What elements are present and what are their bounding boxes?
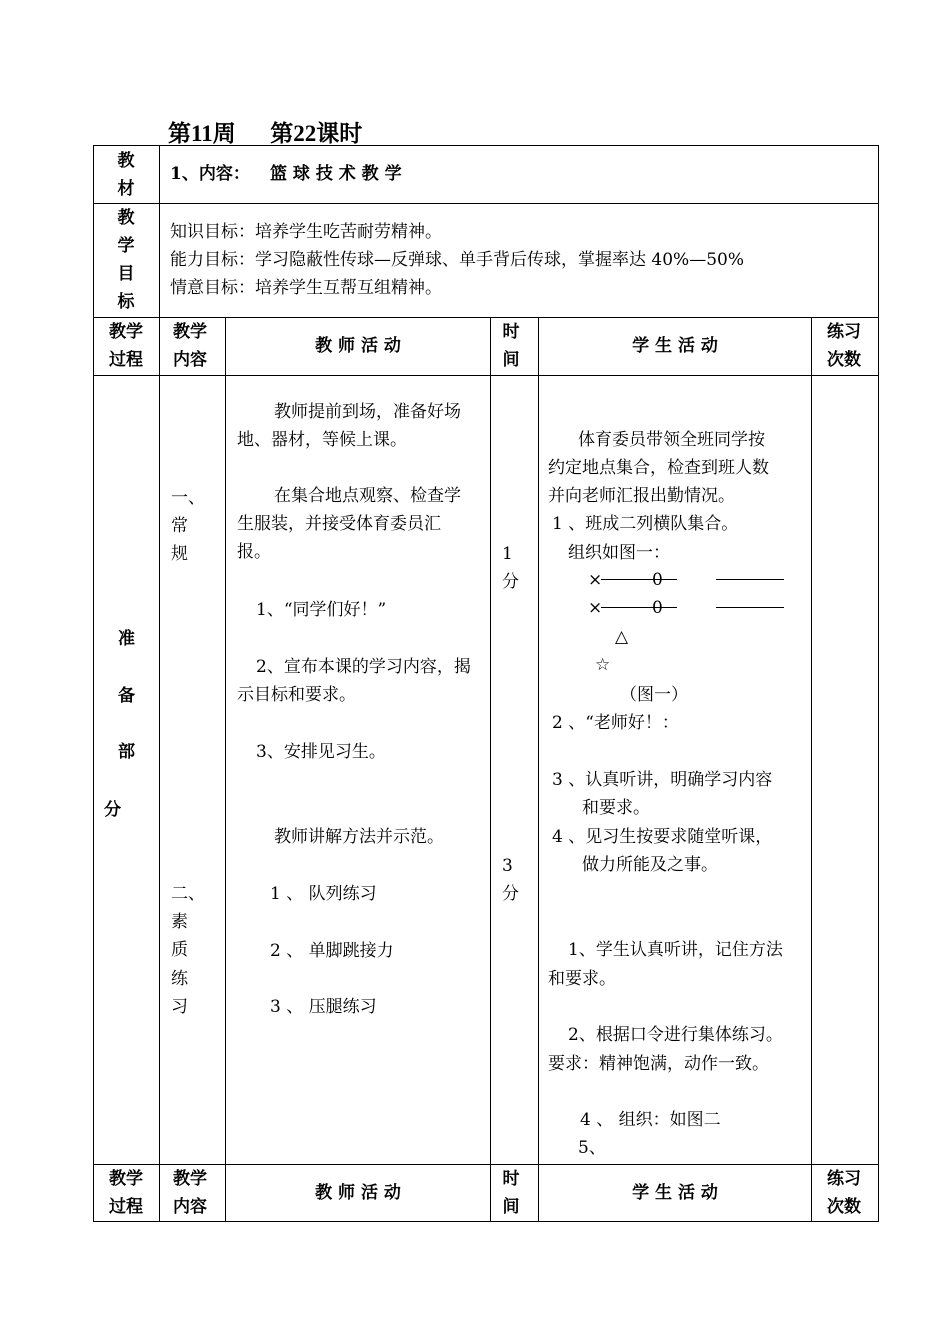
table-rule [811, 317, 812, 1222]
teacher-demo: 教师讲解方法并示范。 [274, 827, 444, 847]
content-quality-3: 质 [171, 940, 188, 960]
header-process: 教学 过程 [109, 1169, 143, 1218]
formation-line [601, 607, 677, 608]
content-quality-5: 习 [171, 997, 188, 1017]
section-label-2: 备 [118, 686, 135, 706]
teacher-item1: 1、“同学们好！” [256, 600, 387, 620]
table-rule [225, 317, 226, 1222]
material-content: 篮 球 技 术 教 学 [270, 164, 402, 184]
student-q2-1: 2、根据口令进行集体练习。 [568, 1025, 783, 1045]
teacher-p2-1: 在集合地点观察、检查学 [274, 486, 461, 506]
teacher-p2-2: 生服装，并接受体育委员汇 [237, 514, 441, 534]
teacher-item2-1: 2、宣布本课的学习内容，揭 [256, 657, 471, 677]
material-prefix: 1、内容： [170, 164, 250, 184]
formation-line [716, 607, 784, 608]
material-label-2: 材 [117, 179, 135, 199]
goals-label-1: 教 [117, 208, 135, 228]
header-content: 教学 内容 [173, 322, 207, 371]
time-quality-2: 分 [502, 884, 519, 904]
teacher-drill-1: 1 、 队列练习 [270, 884, 377, 904]
table-rule [490, 317, 491, 1222]
material-label-1: 教 [117, 151, 135, 171]
student-q1-2: 和要求。 [548, 969, 616, 989]
header-teacher: 教 师 活 动 [315, 1183, 401, 1203]
content-routine-2: 常 [171, 516, 188, 536]
student-s3-1: 3 、认真听讲，明确学习内容 [552, 770, 773, 790]
formation-zero: 0 [652, 598, 663, 618]
content-quality-2: 素 [171, 912, 188, 932]
student-s4-1: 4 、见习生按要求随堂听课， [552, 827, 773, 847]
goals-label-3: 目 [117, 264, 135, 284]
formation-zero: 0 [652, 570, 663, 590]
header-count: 练习 次数 [827, 1169, 861, 1218]
star-icon: ☆ [595, 655, 611, 675]
header-count: 练习 次数 [827, 322, 861, 371]
student-q1-1: 1、学生认真听讲，记住方法 [568, 940, 783, 960]
header-student: 学 生 活 动 [632, 1183, 718, 1203]
goals-label-2: 学 [117, 236, 135, 256]
teacher-item2-2: 示目标和要求。 [237, 685, 356, 705]
time-routine-1: 1 [502, 544, 513, 564]
table-rule [159, 145, 160, 1222]
header-teacher: 教 师 活 动 [315, 336, 401, 356]
teacher-drill-3: 3 、 压腿练习 [270, 997, 377, 1017]
student-s2: 2 、“老师好！： [552, 713, 679, 733]
formation-cross: × [588, 570, 603, 590]
section-label-4: 分 [104, 800, 121, 820]
goals-label-4: 标 [117, 292, 135, 312]
content-quality-4: 练 [171, 969, 188, 989]
teacher-drill-2: 2 、 单脚跳接力 [270, 941, 394, 961]
teacher-item3: 3、安排见习生。 [256, 742, 386, 762]
goal-emotion: 情意目标：培养学生互帮互组精神。 [170, 278, 442, 298]
section-label-3: 部 [118, 742, 135, 762]
formation-cross: × [588, 598, 603, 618]
time-routine-2: 分 [502, 572, 519, 592]
teacher-p1-1: 教师提前到场，准备好场 [274, 402, 461, 422]
header-content: 教学 内容 [173, 1169, 207, 1218]
student-s4-2: 做力所能及之事。 [582, 855, 718, 875]
student-q2-2: 要求：精神饱满，动作一致。 [548, 1054, 769, 1074]
student-q5: 5、 [578, 1138, 606, 1158]
header-student: 学 生 活 动 [632, 336, 718, 356]
diagram-caption: （图一） [620, 685, 688, 705]
teacher-triangle-icon: △ [615, 627, 629, 647]
student-p1-2: 约定地点集合，检查到班人数 [548, 458, 769, 478]
time-quality-1: 3 [502, 856, 513, 876]
content-routine-3: 规 [171, 544, 188, 564]
table-rule [538, 317, 539, 1222]
student-q4: 4 、 组织：如图二 [580, 1110, 721, 1130]
content-routine-1: 一、 [171, 488, 205, 508]
student-s3-2: 和要求。 [582, 798, 650, 818]
content-quality-1: 二、 [171, 884, 205, 904]
student-p1-1: 体育委员带领全班同学按 [578, 430, 765, 450]
student-s1: 1 、班成二列横队集合。 [552, 514, 739, 534]
goal-knowledge: 知识目标：培养学生吃苦耐劳精神。 [170, 222, 442, 242]
teacher-p1-2: 地、器材，等候上课。 [237, 430, 407, 450]
header-time: 时 间 [502, 322, 520, 371]
table-rule [93, 203, 879, 204]
teacher-p2-3: 报。 [237, 542, 271, 562]
formation-line [716, 579, 784, 580]
student-p1-3: 并向老师汇报出勤情况。 [548, 486, 735, 506]
header-process: 教学 过程 [109, 322, 143, 371]
goal-ability: 能力目标：学习隐蔽性传球—反弹球、单手背后传球，掌握率达 40%—50% [170, 250, 744, 270]
page-title: 第11周 第22课时 [168, 121, 363, 146]
table-rule [93, 145, 879, 146]
formation-line [601, 579, 677, 580]
section-label-1: 准 [118, 629, 135, 649]
student-org: 组织如图一： [568, 543, 670, 563]
header-time: 时 间 [502, 1169, 520, 1218]
table-rule [93, 375, 879, 376]
